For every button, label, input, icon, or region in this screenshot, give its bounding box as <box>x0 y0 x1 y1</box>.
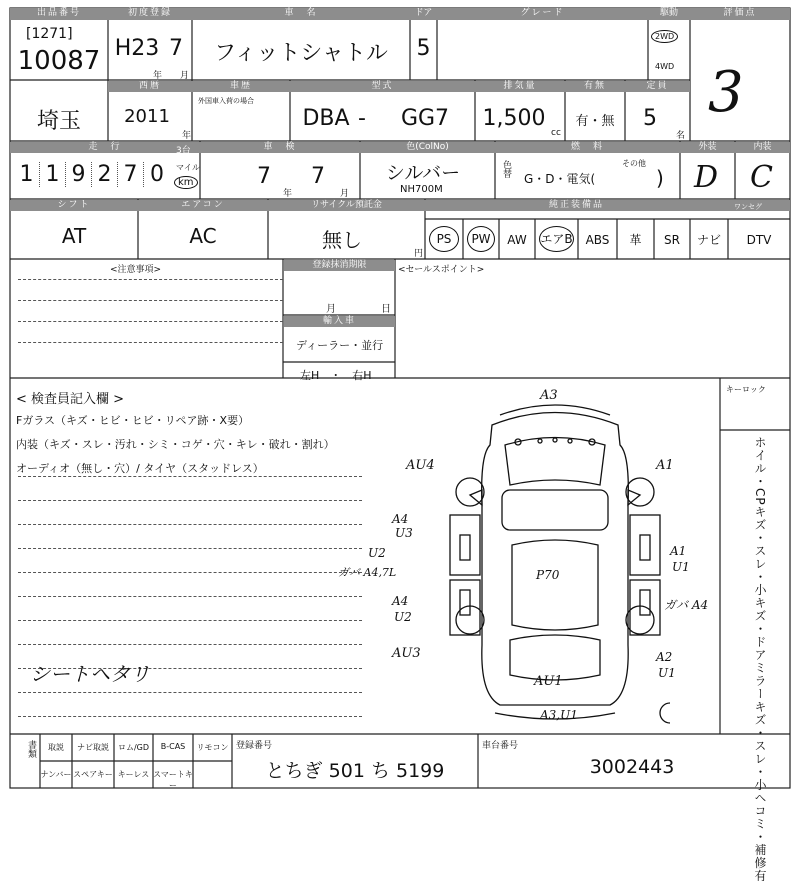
seats-value: 5 <box>643 106 657 131</box>
year-value: 2011 <box>124 106 170 127</box>
equipment-item: PW <box>467 226 495 252</box>
color-name: シルバー <box>385 162 461 184</box>
mile-unit: マイル <box>176 163 200 172</box>
mark-u1-rear: U1 <box>658 666 676 680</box>
model-prefix: DBA <box>302 106 350 131</box>
damage-legend: ホイル・CPキズ・スレ・小キズ・ドアミラーキズ・スレ・小ヘコミ・補修有 <box>753 436 767 883</box>
color-change: 色替 <box>501 160 511 178</box>
import-note: 外国車入荷の場合 <box>198 97 254 105</box>
displacement-header: 排気量 <box>475 81 565 92</box>
lot-number-header: 出品番号 <box>10 8 108 19</box>
lot-number: 10087 <box>17 46 101 76</box>
seats-unit: 名 <box>676 131 686 141</box>
car-name: フィットシャトル <box>214 41 388 66</box>
recycle-unit: 円 <box>414 249 424 259</box>
mileage-3rd-label: 3台 <box>176 146 191 156</box>
insp-year: 7 <box>257 164 271 189</box>
door-header: ドア <box>410 8 437 19</box>
shift-value: AT <box>61 224 87 248</box>
mileage-digit: 7 <box>118 162 144 187</box>
year-unit-2: 年 <box>182 131 192 141</box>
doc-item: ナビ取説 <box>77 743 109 752</box>
equipment-item: 革 <box>629 233 642 247</box>
footer-docs-row2 <box>40 761 232 788</box>
model-code: GG7 <box>400 106 450 131</box>
inspection-header: 車 検 <box>263 142 297 152</box>
displacement: 1,500 <box>482 106 546 131</box>
footer-docs-row1 <box>40 734 232 761</box>
notes-label: <注意事項> <box>110 265 162 275</box>
doors: 5 <box>416 36 431 61</box>
expiry-month: 月 <box>326 304 336 315</box>
mark-au4: AU4 <box>406 458 435 473</box>
mark-u1-right: U1 <box>672 560 690 574</box>
mark-au1: AU1 <box>534 674 563 689</box>
model-header: 型式 <box>290 81 475 92</box>
fuel-options: G・D・電気( <box>524 172 596 186</box>
ac-header: エアコン <box>181 200 225 210</box>
year-unit: 年 <box>153 71 163 81</box>
fuel-header: 燃 料 <box>570 142 604 152</box>
handle-side: 左H ・ 右H <box>300 369 372 382</box>
color-header: 色(ColNo) <box>406 142 449 152</box>
drive-2wd: 2WD <box>651 30 678 43</box>
plate-value: とちぎ 501 ち 5199 <box>265 760 445 782</box>
mileage-header: 走 行 <box>88 142 122 152</box>
mileage-digit: 9 <box>66 162 92 187</box>
color-code: NH700M <box>400 184 443 195</box>
plate-label: 登録番号 <box>236 741 273 751</box>
equipment-item: ナビ <box>696 233 721 247</box>
interior-header: 内装 <box>753 142 772 152</box>
mark-a1-front: A1 <box>656 458 674 473</box>
insp-year-unit: 年 <box>283 189 293 199</box>
doc-item: リモコン <box>196 743 229 752</box>
fuel-other: その他 <box>622 159 646 168</box>
key-lock-label: キーロック <box>726 385 766 394</box>
mark-a2: A2 <box>656 650 673 664</box>
mark-roof: P70 <box>536 568 560 582</box>
inspection-line-glass: Fガラス（キズ・ヒビ・ヒビ・リペア跡・X要） <box>16 414 250 427</box>
inspection-line-interior: 内装（キズ・スレ・汚れ・シミ・コゲ・穴・キレ・破れ・割れ） <box>16 438 335 451</box>
first-reg-header: 初度登録 <box>108 8 192 19</box>
first-reg-year: H23 <box>114 36 160 61</box>
mark-a4-rear: A4 <box>392 594 409 608</box>
recycle-value: 無し <box>322 228 362 252</box>
year-header: 西暦 <box>108 81 192 92</box>
first-reg-month: 7 <box>169 36 183 61</box>
mark-a3-front: A3 <box>540 388 558 403</box>
mileage-digits <box>14 162 174 192</box>
seats-header: 定員 <box>625 81 690 92</box>
recycle-header: リサイクル預託金 <box>311 200 382 210</box>
inspection-line-audio: オーディオ（無し・穴）/ タイヤ（スタッドレス） <box>16 462 264 475</box>
equipment-item: DTV <box>746 233 772 247</box>
chassis-value: 3002443 <box>589 756 675 778</box>
ac-value: AC <box>189 224 217 248</box>
cc-unit: cc <box>551 128 561 138</box>
insp-month-unit: 月 <box>340 189 350 199</box>
exterior-grade: D <box>694 160 719 195</box>
history-header: 車歴 <box>192 81 290 92</box>
mark-right-rear: ガバ A4 <box>664 598 709 612</box>
one-seg-label: ワンセグ <box>734 203 762 211</box>
mark-u2-rear: U2 <box>394 610 412 624</box>
mileage-digit: 1 <box>14 162 40 187</box>
turbo-value: 有・無 <box>575 114 615 129</box>
mark-au3: AU3 <box>392 646 421 661</box>
inspection-title: < 検査員記入欄 > <box>16 392 125 407</box>
seat-wear-note: シートヘタリ <box>30 662 150 686</box>
import-value: ディーラー・並行 <box>296 339 384 352</box>
equipment-item: PS <box>429 226 459 252</box>
equipment-item: AW <box>507 233 527 247</box>
equipment-item: エアB <box>539 226 574 252</box>
equipment-row <box>425 219 790 259</box>
doc-item: 取説 <box>48 743 64 752</box>
chassis-label: 車台番号 <box>482 741 519 751</box>
shift-header: シフト <box>57 200 91 210</box>
region: 埼玉 <box>36 109 81 134</box>
exterior-header: 外装 <box>698 142 717 152</box>
mark-a1-right: A1 <box>670 544 687 558</box>
interior-grade: C <box>750 160 773 195</box>
mileage-digit: 2 <box>92 162 118 187</box>
equipment-header: 純正装備品 <box>548 200 604 210</box>
mileage-digit: 1 <box>40 162 66 187</box>
equipment-item: SR <box>664 233 680 247</box>
mark-u2-left: U2 <box>368 546 386 560</box>
car-name-header: 車 名 <box>192 8 410 19</box>
grade-header: グレード <box>437 8 648 19</box>
mileage-digit: 0 <box>150 162 164 187</box>
doc-item: ナンバー <box>40 770 72 779</box>
equipment-item: ABS <box>585 233 610 247</box>
mark-a3-rear: A3,U1 <box>540 708 578 722</box>
mark-a4-left: A4 <box>392 512 409 526</box>
import-header: 輸入車 <box>284 316 395 327</box>
doc-item: B-CAS <box>160 742 186 751</box>
mark-left-door: ガバ A4,7L <box>338 566 397 579</box>
drive-header: 駆動 <box>648 8 690 19</box>
score-value: 3 <box>708 60 744 125</box>
month-unit: 月 <box>180 71 190 81</box>
doc-item: キーレス <box>117 770 150 779</box>
doc-item: ロム/GD <box>117 743 150 752</box>
insp-month: 7 <box>311 164 325 189</box>
lot-prefix: [1271] <box>26 26 73 42</box>
docs-label: 書類 <box>26 740 36 758</box>
expiry-day: 日 <box>381 304 391 315</box>
doc-item: スペアキー <box>73 770 113 779</box>
expiry-header: 登録抹消期限 <box>284 260 395 271</box>
mark-u3: U3 <box>395 526 413 540</box>
turbo-header: 有無 <box>565 81 625 92</box>
doc-item: スマートキー <box>153 770 193 790</box>
drive-4wd: 4WD <box>655 62 675 71</box>
fuel-close: ) <box>656 166 664 190</box>
km-unit: km <box>174 176 198 189</box>
score-header: 評価点 <box>690 8 790 19</box>
model-dash: - <box>358 106 366 131</box>
sales-point-label: <セールスポイント> <box>398 265 485 275</box>
